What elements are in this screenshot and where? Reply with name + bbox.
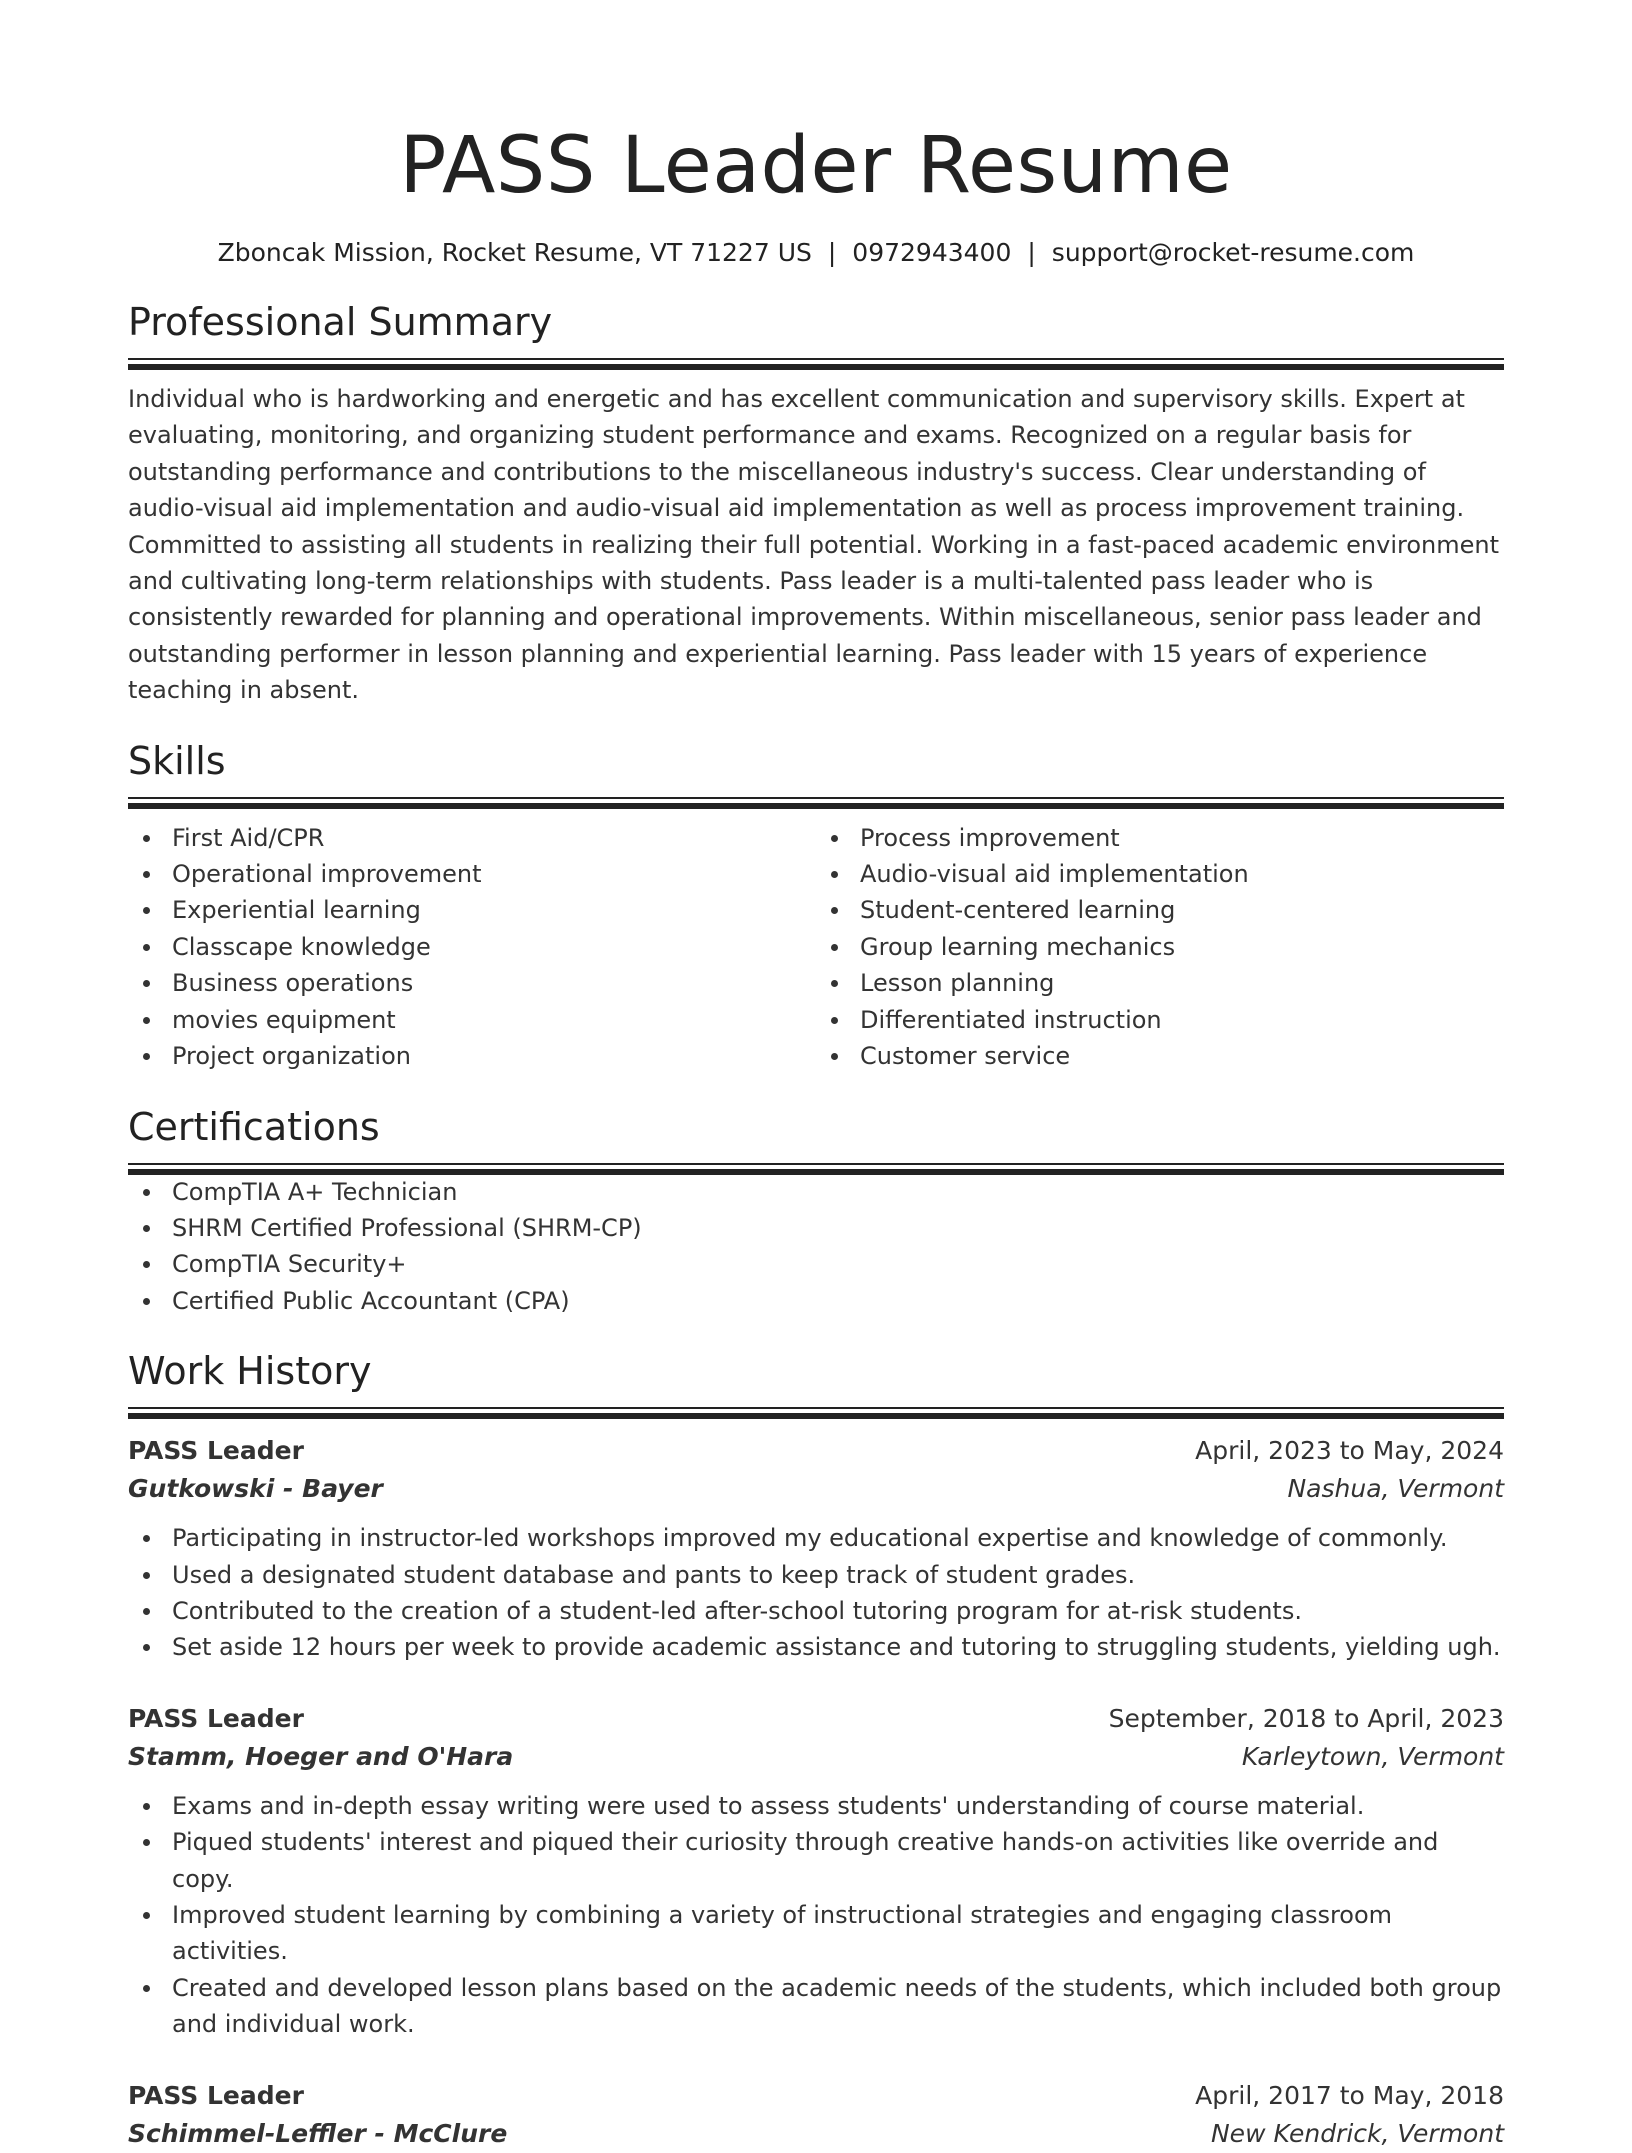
section-divider <box>128 1407 1504 1418</box>
job-subheader-row <box>128 1470 1504 1508</box>
contact-email: support@rocket-resume.com <box>1051 238 1415 267</box>
certification-item: SHRM Certified Professional (SHRM-CP) <box>128 1210 1504 1246</box>
skill-item: Classcape knowledge <box>128 929 816 965</box>
certification-item: CompTIA A+ Technician <box>128 1174 1504 1210</box>
work-history-section <box>128 1347 1504 2152</box>
job-header-row <box>128 1432 1504 1470</box>
job-dates: April, 2023 to May, 2024 <box>1195 1436 1504 1466</box>
job-entry <box>128 1432 1504 1666</box>
skill-item: Differentiated instruction <box>816 1002 1504 1038</box>
job-dates: April, 2017 to May, 2018 <box>1195 2080 1504 2110</box>
job-dates: September, 2018 to April, 2023 <box>1108 1703 1504 1733</box>
job-title: PASS Leader <box>128 1436 304 1466</box>
job-company: Schimmel-Leffler - McClure <box>128 2118 508 2148</box>
skill-item: First Aid/CPR <box>128 820 816 856</box>
section-title-skills: Skills <box>128 738 226 783</box>
contact-phone: 0972943400 <box>852 238 1012 267</box>
summary-section <box>128 298 1504 709</box>
resume-title: PASS Leader Resume <box>399 121 1233 211</box>
skill-item: Experiential learning <box>128 892 816 928</box>
skill-item: Business operations <box>128 965 816 1001</box>
job-bullet: Exams and in-depth essay writing were used to assess students' understanding of course material. <box>128 1788 1504 1824</box>
skill-item: Process improvement <box>816 820 1504 856</box>
job-company: Stamm, Hoeger and O'Hara <box>128 1741 514 1771</box>
section-title-summary: Professional Summary <box>128 300 553 344</box>
job-entry <box>128 2077 1504 2153</box>
resume-page <box>128 118 1504 2153</box>
skill-item: Audio-visual aid implementation <box>816 856 1504 892</box>
summary-text: Individual who is hardworking and energetic and has excellent communication and supervisory skills. Expert at evaluating, monitoring, and organizing student performance and exams. Recognized on a regular basis for outstanding performance and contributions to the miscellaneous industry's success. Clear understanding of audio-visual aid implementation and audio-visual aid implementation as well as process improvement training. Committed to assisting all students in realizing their full potential. Working in a fast-paced academic environment and cultivating long-term relationships with students. Pass leader is a multi-talented pass leader who is consistently rewarded for planning and operational improvements. Within miscellaneous, senior pass leader and outstanding performer in lesson planning and experiential learning. Pass leader with 15 years of experience teaching in absent. <box>128 385 1499 705</box>
skill-item: Student-centered learning <box>816 892 1504 928</box>
section-title-work-history: Work History <box>128 1349 372 1394</box>
skill-item: movies equipment <box>128 1002 816 1038</box>
job-location: Karleytown, Vermont <box>1241 1741 1504 1771</box>
skill-item: Group learning mechanics <box>816 929 1504 965</box>
section-title-certifications: Certifications <box>128 1104 380 1149</box>
job-location: New Kendrick, Vermont <box>1210 2118 1504 2148</box>
certification-item: Certified Public Accountant (CPA) <box>128 1283 1504 1319</box>
section-divider <box>128 1163 1504 1174</box>
skills-list-left <box>128 820 816 1075</box>
certifications-list <box>128 1174 1504 1320</box>
skills-list-right <box>816 820 1504 1075</box>
job-bullet: Improved student learning by combining a variety of instructional strategies and engaging classroom activities. <box>128 1897 1504 1970</box>
skill-item: Operational improvement <box>128 856 816 892</box>
job-bullet-list <box>128 1788 1504 2043</box>
skill-item: Project organization <box>128 1038 816 1074</box>
job-entry <box>128 1700 1504 2043</box>
skill-item: Lesson planning <box>816 965 1504 1001</box>
job-header-row <box>128 1700 1504 1738</box>
job-bullet: Used a designated student database and pants to keep track of student grades. <box>128 1557 1504 1593</box>
skills-section <box>128 737 1504 1075</box>
skill-item: Customer service <box>816 1038 1504 1074</box>
skills-columns <box>128 820 1504 1075</box>
contact-separator: | <box>1027 238 1036 267</box>
job-title: PASS Leader <box>128 2080 304 2110</box>
job-subheader-row <box>128 2115 1504 2153</box>
job-bullet: Piqued students' interest and piqued their curiosity through creative hands-on activities like override and copy. <box>128 1824 1504 1897</box>
section-divider <box>128 797 1504 808</box>
job-title: PASS Leader <box>128 1703 304 1733</box>
certification-item: CompTIA Security+ <box>128 1246 1504 1282</box>
section-divider <box>128 358 1504 369</box>
contact-line <box>128 236 1504 270</box>
job-location: Nashua, Vermont <box>1287 1474 1504 1504</box>
contact-separator: | <box>827 238 837 267</box>
job-bullet: Set aside 12 hours per week to provide academic assistance and tutoring to struggling students, yielding ugh. <box>128 1629 1504 1665</box>
job-subheader-row <box>128 1738 1504 1776</box>
job-bullet: Participating in instructor-led workshops improved my educational expertise and knowledge of commonly. <box>128 1520 1504 1556</box>
job-bullet: Contributed to the creation of a student-led after-school tutoring program for at-risk students. <box>128 1593 1504 1629</box>
contact-address: Zboncak Mission, Rocket Resume, VT 71227 US <box>217 238 812 267</box>
certifications-section <box>128 1103 1504 1320</box>
job-bullet-list <box>128 1520 1504 1666</box>
job-company: Gutkowski - Bayer <box>128 1474 383 1504</box>
job-header-row <box>128 2077 1504 2115</box>
job-list <box>128 1432 1504 2152</box>
job-bullet: Created and developed lesson plans based on the academic needs of the students, which included both group and individual work. <box>128 1970 1504 2043</box>
